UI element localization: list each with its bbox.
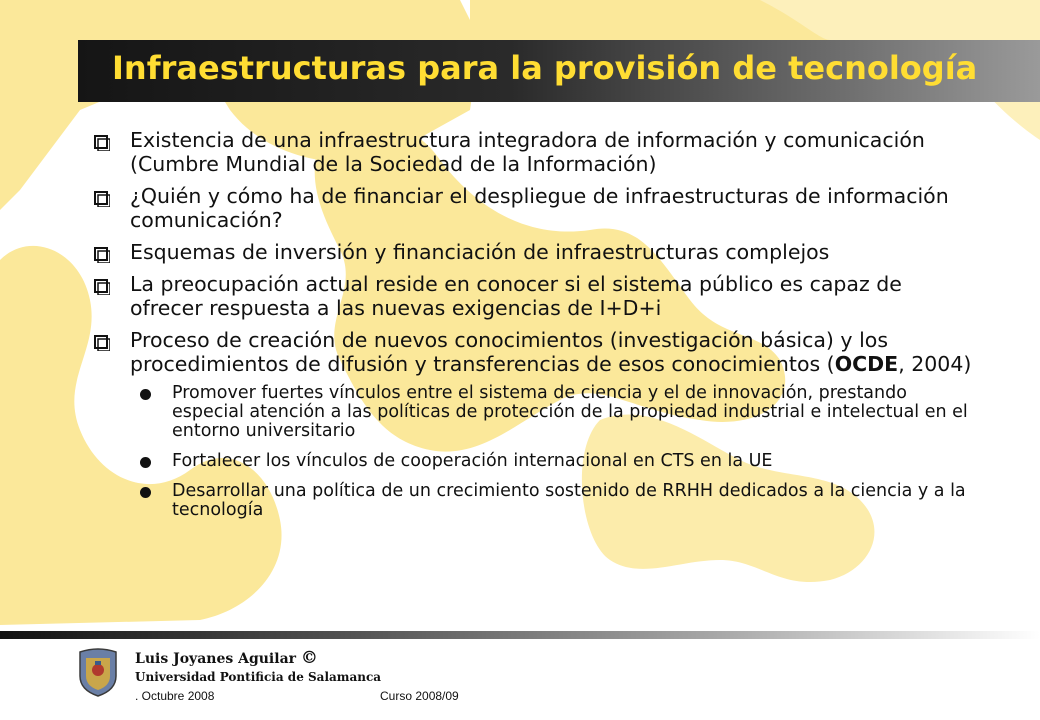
copyright-symbol: © (300, 648, 318, 668)
checkbox-square-icon (94, 279, 110, 295)
bullet-item (92, 240, 972, 264)
footer-date: . Octubre 2008 (135, 689, 215, 703)
slide-body (92, 128, 972, 531)
slide-title: Infraestructuras para la provisión de tecnología (112, 49, 978, 87)
sub-bullet-list (92, 384, 972, 520)
checkbox-square-icon (94, 191, 110, 207)
bullet-text: ¿Quién y cómo ha de financiar el despliegue de infraestructuras de información comunicación? (130, 184, 949, 232)
sub-bullet-item (92, 452, 972, 471)
round-dot-icon (140, 487, 151, 498)
sub-bullet-item (92, 384, 972, 441)
bullet-text: La preocupación actual reside en conocer si el sistema público es capaz de ofrecer respuesta a las nuevas exigencias de I+D+i (130, 272, 902, 320)
bullet-text: Esquemas de inversión y financiación de infraestructuras complejos (130, 240, 830, 264)
checkbox-square-icon (94, 135, 110, 151)
sub-bullet-text: Fortalecer los vínculos de cooperación internacional en CTS en la UE (172, 451, 773, 471)
university-seal-icon (76, 646, 120, 698)
bullet-text-bold: OCDE (834, 352, 899, 376)
bullet-item (92, 272, 972, 320)
checkbox-square-icon (94, 247, 110, 263)
bullet-text: Existencia de una infraestructura integradora de información y comunicación (Cumbre Mundial de la Sociedad de la Información) (130, 128, 925, 176)
sub-bullet-text: Promover fuertes vínculos entre el sistema de ciencia y el de innovación, prestando especial atención a las políticas de protección de la propiedad industrial e intelectual en el entorno universitario (172, 383, 968, 441)
university-name: Universidad Pontificia de Salamanca (135, 670, 382, 684)
round-dot-icon (140, 389, 151, 400)
checkbox-square-icon (94, 335, 110, 351)
sub-bullet-text: Desarrollar una política de un crecimiento sostenido de RRHH dedicados a la ciencia y a la tecnología (172, 481, 966, 520)
sub-bullet-item (92, 482, 972, 520)
footer-divider (0, 631, 1040, 639)
round-dot-icon (140, 457, 151, 468)
bullet-item (92, 328, 972, 376)
bullet-text-part: , 2004) (898, 352, 972, 376)
bullet-item (92, 184, 972, 232)
bullet-item (92, 128, 972, 176)
author-name: Luis Joyanes Aguilar © (135, 648, 318, 668)
footer-course: Curso 2008/09 (380, 689, 459, 703)
bullet-text-part: Proceso de creación de nuevos conocimientos (investigación básica) y los procedimientos de difusión y transferencias de esos conocimientos ( (130, 328, 888, 376)
